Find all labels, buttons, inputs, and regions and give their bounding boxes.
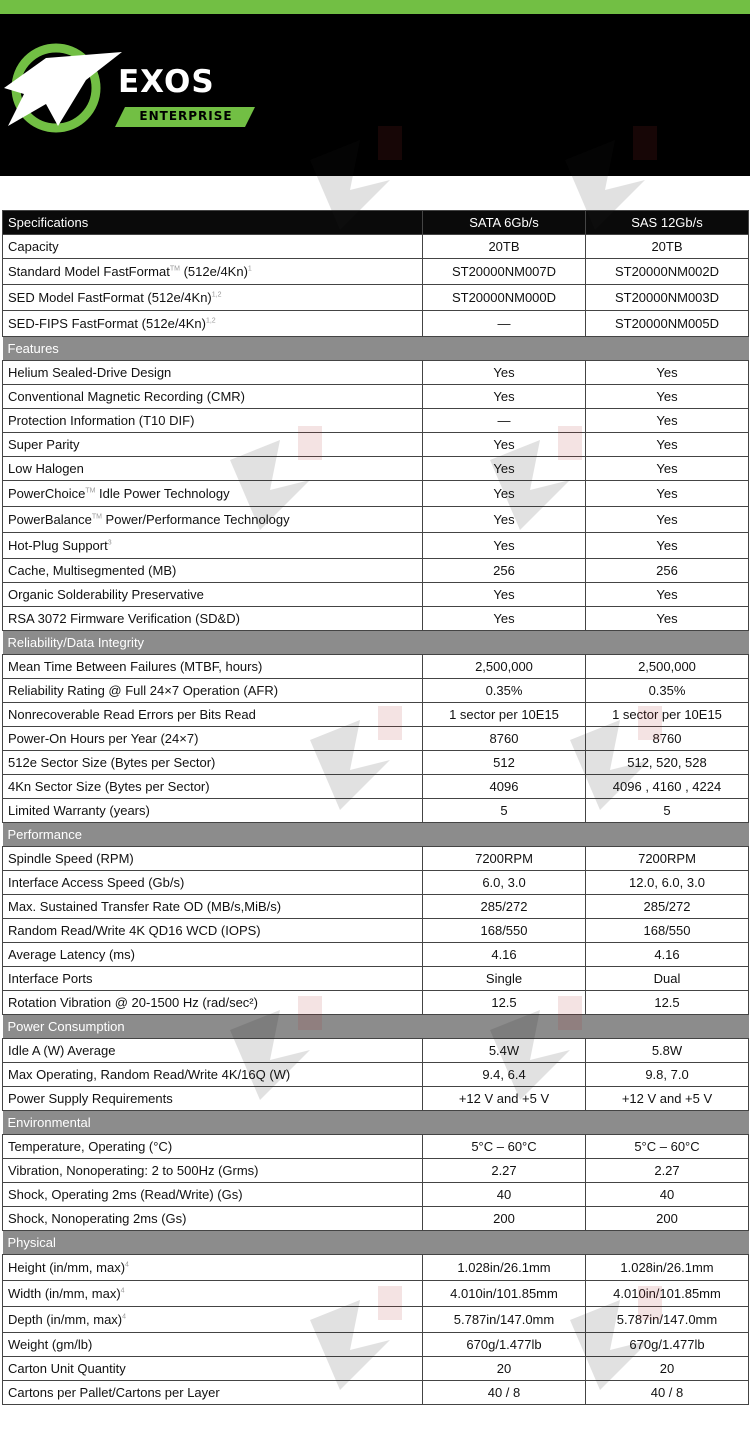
sas-value: +12 V and +5 V xyxy=(586,1087,749,1111)
sas-value: Yes xyxy=(586,457,749,481)
row-label xyxy=(3,259,423,285)
label-text: Protection Information (T10 DIF) xyxy=(8,413,195,428)
header-sata: SATA 6Gb/s xyxy=(423,211,586,235)
row-label xyxy=(3,457,423,481)
table-row-idle-a-w-average xyxy=(3,1039,749,1063)
sas-value: 8760 xyxy=(586,727,749,751)
label-text: Interface Access Speed (Gb/s) xyxy=(8,875,185,890)
table-row-super-parity xyxy=(3,433,749,457)
table-row-depth-in-mm-max xyxy=(3,1307,749,1333)
sas-value: 12.5 xyxy=(586,991,749,1015)
sas-value: 1.028in/26.1mm xyxy=(586,1255,749,1281)
label-text: Height (in/mm, max) xyxy=(8,1260,126,1275)
sata-value: 9.4, 6.4 xyxy=(423,1063,586,1087)
trademark-mark: TM xyxy=(85,487,96,495)
table-row-conventional-magnetic-recording-cmr xyxy=(3,385,749,409)
sas-value: 5.8W xyxy=(586,1039,749,1063)
label-text: Power Supply Requirements xyxy=(8,1091,173,1106)
table-row-rsa-3072-firmware-verification-sd-d xyxy=(3,607,749,631)
table-row-average-latency-ms xyxy=(3,943,749,967)
sata-value: 5.787in/147.0mm xyxy=(423,1307,586,1333)
sas-value: Yes xyxy=(586,409,749,433)
row-label xyxy=(3,1135,423,1159)
section-title: Physical xyxy=(3,1231,749,1255)
label-text: Carton Unit Quantity xyxy=(8,1361,126,1376)
sas-value: Yes xyxy=(586,507,749,533)
section-title: Features xyxy=(3,337,749,361)
label-text: Conventional Magnetic Recording (CMR) xyxy=(8,389,245,404)
row-label xyxy=(3,1183,423,1207)
sata-value: 2,500,000 xyxy=(423,655,586,679)
section-title: Reliability/Data Integrity xyxy=(3,631,749,655)
section-header-environmental xyxy=(3,1111,749,1135)
sas-value: 4096 , 4160 , 4224 xyxy=(586,775,749,799)
footnote-marker: 4 xyxy=(125,1261,129,1269)
sas-value: 5 xyxy=(586,799,749,823)
row-label xyxy=(3,285,423,311)
table-row-temperature-operating-c xyxy=(3,1135,749,1159)
row-label xyxy=(3,607,423,631)
sas-value: ST20000NM002D xyxy=(586,259,749,285)
label-text: Cartons per Pallet/Cartons per Layer xyxy=(8,1385,220,1400)
table-row-sed-fips-fastformat-512e-4kn xyxy=(3,311,749,337)
sas-value: Yes xyxy=(586,361,749,385)
sas-value: 4.010in/101.85mm xyxy=(586,1281,749,1307)
table-row-power-supply-requirements xyxy=(3,1087,749,1111)
sata-value: 4.16 xyxy=(423,943,586,967)
label-text: SED Model FastFormat (512e/4Kn) xyxy=(8,290,212,305)
sata-value: 40 / 8 xyxy=(423,1381,586,1405)
sata-value: +12 V and +5 V xyxy=(423,1087,586,1111)
label-text-rest: Power/Performance Technology xyxy=(101,512,290,527)
table-row-width-in-mm-max xyxy=(3,1281,749,1307)
brand-tagline: ENTERPRISE xyxy=(139,109,233,123)
table-row-rotation-vibration-20-1500-hz-rad-sec xyxy=(3,991,749,1015)
label-text: Low Halogen xyxy=(8,461,84,476)
sas-value: 285/272 xyxy=(586,895,749,919)
footnote-marker: 4 xyxy=(122,1313,127,1321)
section-title: Environmental xyxy=(3,1111,749,1135)
label-text: Capacity xyxy=(8,239,59,254)
table-row-mean-time-between-failures-mtbf-hours xyxy=(3,655,749,679)
sas-value: Dual xyxy=(586,967,749,991)
sata-value: 0.35% xyxy=(423,679,586,703)
row-label xyxy=(3,919,423,943)
table-row-limited-warranty-years xyxy=(3,799,749,823)
row-label xyxy=(3,1063,423,1087)
label-text: Random Read/Write 4K QD16 WCD (IOPS) xyxy=(8,923,261,938)
table-row-interface-access-speed-gb-s xyxy=(3,871,749,895)
sas-value: Yes xyxy=(586,433,749,457)
table-row-vibration-nonoperating-2-to-500hz-grms xyxy=(3,1159,749,1183)
label-text: Max Operating, Random Read/Write 4K/16Q (W) xyxy=(8,1067,291,1082)
sata-value: Yes xyxy=(423,361,586,385)
label-text: Weight (gm/lb) xyxy=(8,1337,93,1352)
footnote-marker: 4 xyxy=(120,1287,125,1295)
sata-value: 1.028in/26.1mm xyxy=(423,1255,586,1281)
sas-value: 168/550 xyxy=(586,919,749,943)
label-text: Depth (in/mm, max) xyxy=(8,1312,123,1327)
label-text: Shock, Nonoperating 2ms (Gs) xyxy=(8,1211,187,1226)
sas-value: Yes xyxy=(586,583,749,607)
sata-value: 256 xyxy=(423,559,586,583)
sata-value: 12.5 xyxy=(423,991,586,1015)
table-row-powerbalance xyxy=(3,507,749,533)
sata-value: 285/272 xyxy=(423,895,586,919)
table-row-organic-solderability-preservative xyxy=(3,583,749,607)
label-text: PowerBalance xyxy=(8,512,92,527)
label-text: Mean Time Between Failures (MTBF, hours) xyxy=(8,659,263,674)
sata-value: 168/550 xyxy=(423,919,586,943)
row-label xyxy=(3,871,423,895)
label-text: Idle A (W) Average xyxy=(8,1043,116,1058)
table-row-helium-sealed-drive-design xyxy=(3,361,749,385)
table-row-cartons-per-pallet-cartons-per-layer xyxy=(3,1381,749,1405)
row-label xyxy=(3,727,423,751)
label-text: Spindle Speed (RPM) xyxy=(8,851,134,866)
sata-value: Yes xyxy=(423,433,586,457)
header-sas: SAS 12Gb/s xyxy=(586,211,749,235)
table-row-spindle-speed-rpm xyxy=(3,847,749,871)
header-specifications: Specifications xyxy=(3,211,423,235)
table-row-4kn-sector-size-bytes-per-sector xyxy=(3,775,749,799)
sas-value: 12.0, 6.0, 3.0 xyxy=(586,871,749,895)
table-row-shock-nonoperating-2ms-gs xyxy=(3,1207,749,1231)
sas-value: 5°C – 60°C xyxy=(586,1135,749,1159)
sas-value: Yes xyxy=(586,481,749,507)
sata-value: 7200RPM xyxy=(423,847,586,871)
sata-value: ST20000NM000D xyxy=(423,285,586,311)
sas-value: 7200RPM xyxy=(586,847,749,871)
sata-value: — xyxy=(423,311,586,337)
sata-value: 512 xyxy=(423,751,586,775)
sata-value: 200 xyxy=(423,1207,586,1231)
sas-value: 256 xyxy=(586,559,749,583)
table-row-sed-model-fastformat-512e-4kn xyxy=(3,285,749,311)
sas-value: 2.27 xyxy=(586,1159,749,1183)
row-label xyxy=(3,1307,423,1333)
row-label xyxy=(3,775,423,799)
brand-name: EXOS xyxy=(118,64,215,100)
row-label xyxy=(3,385,423,409)
label-text: SED-FIPS FastFormat (512e/4Kn) xyxy=(8,316,206,331)
sata-value: 2.27 xyxy=(423,1159,586,1183)
sas-value: 20 xyxy=(586,1357,749,1381)
row-label xyxy=(3,1281,423,1307)
sata-value: Yes xyxy=(423,607,586,631)
row-label xyxy=(3,235,423,259)
row-label xyxy=(3,1207,423,1231)
sas-value: Yes xyxy=(586,607,749,631)
table-row-max-operating-random-read-write-4k-16q-w xyxy=(3,1063,749,1087)
row-label xyxy=(3,895,423,919)
top-accent-bar xyxy=(0,0,750,14)
row-label xyxy=(3,433,423,457)
row-label xyxy=(3,847,423,871)
row-label xyxy=(3,311,423,337)
row-label xyxy=(3,507,423,533)
table-row-carton-unit-quantity xyxy=(3,1357,749,1381)
table-row-random-read-write-4k-qd16-wcd-iops xyxy=(3,919,749,943)
row-label xyxy=(3,1333,423,1357)
spec-table xyxy=(2,210,749,1405)
footnote-marker: 1 xyxy=(247,265,252,273)
table-row-capacity xyxy=(3,235,749,259)
sata-value: Yes xyxy=(423,385,586,409)
label-text: Organic Solderability Preservative xyxy=(8,587,204,602)
section-title: Performance xyxy=(3,823,749,847)
label-text: Standard Model FastFormat xyxy=(8,264,170,279)
label-text: Temperature, Operating (°C) xyxy=(8,1139,173,1154)
label-text: 4Kn Sector Size (Bytes per Sector) xyxy=(8,779,210,794)
sata-value: Yes xyxy=(423,507,586,533)
label-text: RSA 3072 Firmware Verification (SD&D) xyxy=(8,611,240,626)
sas-value: 670g/1.477lb xyxy=(586,1333,749,1357)
table-row-max-sustained-transfer-rate-od-mb-s-mib-s xyxy=(3,895,749,919)
table-row-interface-ports xyxy=(3,967,749,991)
section-header-physical xyxy=(3,1231,749,1255)
table-row-power-on-hours-per-year-24-7 xyxy=(3,727,749,751)
sata-value: 670g/1.477lb xyxy=(423,1333,586,1357)
table-row-hot-plug-support xyxy=(3,533,749,559)
table-row-protection-information-t10-dif xyxy=(3,409,749,433)
row-label xyxy=(3,1381,423,1405)
row-label xyxy=(3,409,423,433)
sata-value: 4096 xyxy=(423,775,586,799)
sata-value: Yes xyxy=(423,583,586,607)
table-row-standard-model-fastformat xyxy=(3,259,749,285)
section-title: Power Consumption xyxy=(3,1015,749,1039)
sas-value: 512, 520, 528 xyxy=(586,751,749,775)
sata-value: 4.010in/101.85mm xyxy=(423,1281,586,1307)
label-text: Power-On Hours per Year (24×7) xyxy=(8,731,199,746)
row-label xyxy=(3,1087,423,1111)
exos-logo-icon xyxy=(0,30,130,150)
label-text: Hot-Plug Support xyxy=(8,538,108,553)
label-text: Average Latency (ms) xyxy=(8,947,135,962)
row-label xyxy=(3,559,423,583)
label-text: Helium Sealed-Drive Design xyxy=(8,365,172,380)
row-label xyxy=(3,583,423,607)
trademark-mark: TM xyxy=(169,265,180,273)
table-header xyxy=(3,211,749,235)
row-label xyxy=(3,943,423,967)
sas-value: ST20000NM003D xyxy=(586,285,749,311)
row-label xyxy=(3,1039,423,1063)
sata-value: Yes xyxy=(423,457,586,481)
row-label xyxy=(3,967,423,991)
sas-value: 40 / 8 xyxy=(586,1381,749,1405)
row-label xyxy=(3,361,423,385)
label-text: Nonrecoverable Read Errors per Bits Read xyxy=(8,707,256,722)
sas-value: 200 xyxy=(586,1207,749,1231)
sata-value: Yes xyxy=(423,481,586,507)
label-text: Rotation Vibration @ 20-1500 Hz (rad/sec²) xyxy=(8,995,258,1010)
sata-value: ST20000NM007D xyxy=(423,259,586,285)
label-text: Reliability Rating @ Full 24×7 Operation (AFR) xyxy=(8,683,279,698)
sata-value: 5 xyxy=(423,799,586,823)
footnote-marker: 1,2 xyxy=(211,291,222,299)
sata-value: 6.0, 3.0 xyxy=(423,871,586,895)
label-text-rest: (512e/4Kn) xyxy=(179,264,248,279)
table-row-nonrecoverable-read-errors-per-bits-read xyxy=(3,703,749,727)
row-label xyxy=(3,533,423,559)
label-text: Super Parity xyxy=(8,437,80,452)
row-label xyxy=(3,799,423,823)
footnote-marker: 3 xyxy=(107,539,112,547)
section-header-performance xyxy=(3,823,749,847)
row-label xyxy=(3,481,423,507)
table-row-512e-sector-size-bytes-per-sector xyxy=(3,751,749,775)
label-text: Width (in/mm, max) xyxy=(8,1286,121,1301)
sas-value: 4.16 xyxy=(586,943,749,967)
table-row-low-halogen xyxy=(3,457,749,481)
table-row-shock-operating-2ms-read-write-gs xyxy=(3,1183,749,1207)
label-text: Vibration, Nonoperating: 2 to 500Hz (Grms) xyxy=(8,1163,259,1178)
label-text: 512e Sector Size (Bytes per Sector) xyxy=(8,755,216,770)
footnote-marker: 1,2 xyxy=(205,317,216,325)
section-header-power-consumption xyxy=(3,1015,749,1039)
sas-value: Yes xyxy=(586,385,749,409)
sas-value: 20TB xyxy=(586,235,749,259)
trademark-mark: TM xyxy=(91,513,102,521)
row-label xyxy=(3,703,423,727)
table-row-height-in-mm-max xyxy=(3,1255,749,1281)
sas-value: 1 sector per 10E15 xyxy=(586,703,749,727)
sas-value: 9.8, 7.0 xyxy=(586,1063,749,1087)
sata-value: 5.4W xyxy=(423,1039,586,1063)
row-label xyxy=(3,991,423,1015)
sas-value: 2,500,000 xyxy=(586,655,749,679)
label-text: Shock, Operating 2ms (Read/Write) (Gs) xyxy=(8,1187,243,1202)
row-label xyxy=(3,1357,423,1381)
label-text: PowerChoice xyxy=(8,486,86,501)
sas-value: 0.35% xyxy=(586,679,749,703)
sata-value: — xyxy=(423,409,586,433)
sata-value: 40 xyxy=(423,1183,586,1207)
row-label xyxy=(3,679,423,703)
table-row-weight-gm-lb xyxy=(3,1333,749,1357)
label-text: Cache, Multisegmented (MB) xyxy=(8,563,177,578)
table-row-cache-multisegmented-mb xyxy=(3,559,749,583)
sata-value: 8760 xyxy=(423,727,586,751)
label-text: Interface Ports xyxy=(8,971,93,986)
section-header-reliability-data-integrity xyxy=(3,631,749,655)
sata-value: Single xyxy=(423,967,586,991)
label-text: Max. Sustained Transfer Rate OD (MB/s,MiB/s) xyxy=(8,899,282,914)
section-header-features xyxy=(3,337,749,361)
row-label xyxy=(3,1159,423,1183)
sata-value: 5°C – 60°C xyxy=(423,1135,586,1159)
sas-value: Yes xyxy=(586,533,749,559)
sata-value: 20 xyxy=(423,1357,586,1381)
sas-value: 5.787in/147.0mm xyxy=(586,1307,749,1333)
table-row-powerchoice xyxy=(3,481,749,507)
label-text-rest: Idle Power Technology xyxy=(95,486,230,501)
row-label xyxy=(3,1255,423,1281)
table-row-reliability-rating-full-24-7-operation-afr xyxy=(3,679,749,703)
label-text: Limited Warranty (years) xyxy=(8,803,150,818)
sata-value: 1 sector per 10E15 xyxy=(423,703,586,727)
row-label xyxy=(3,655,423,679)
sata-value: Yes xyxy=(423,533,586,559)
sas-value: ST20000NM005D xyxy=(586,311,749,337)
sata-value: 20TB xyxy=(423,235,586,259)
row-label xyxy=(3,751,423,775)
sas-value: 40 xyxy=(586,1183,749,1207)
